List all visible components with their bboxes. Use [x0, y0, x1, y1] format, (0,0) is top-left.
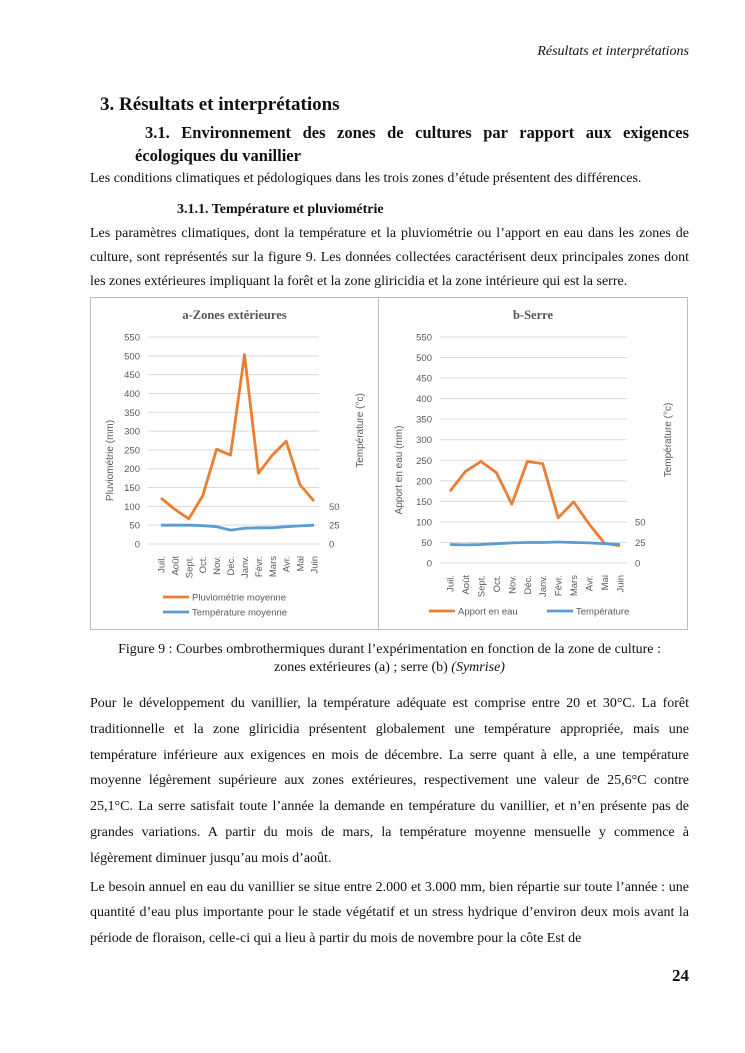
- x-tick-label: Févr.: [553, 575, 565, 597]
- y-tick-label: 400: [416, 394, 432, 406]
- y2-tick-label: 50: [635, 517, 646, 529]
- intro-paragraph: Les conditions climatiques et pédologiques dans les trois zones d’étude présentent des différences.: [90, 171, 642, 186]
- y-axis-label: Apport en eau (mm): [394, 425, 405, 515]
- subsubsection-title: 3.1.1. Température et pluviométrie: [177, 202, 384, 217]
- y2-tick-label: 0: [635, 558, 641, 570]
- x-tick-label: Juin: [309, 556, 321, 574]
- x-tick-label: Mai: [295, 556, 307, 572]
- x-tick-label: Juin: [615, 575, 627, 593]
- paragraph-3: Le besoin annuel en eau du vanillier se situe entre 2.000 et 3.000 mm, bien répartie sur toute l’année : une quantité d’eau plus importante pour le stade végétatif et un stress hydrique d’environ deux mois avant la période de floraison, celle-ci qui a lieu à partir du mois de novembre pour la côte Est de: [90, 879, 689, 947]
- y2-tick-label: 25: [635, 537, 646, 549]
- y-tick-label: 550: [124, 332, 140, 344]
- series-line-water: [450, 462, 620, 546]
- x-tick-label: Nov.: [507, 575, 519, 594]
- section-title: 3. Résultats et interprétations: [100, 94, 340, 115]
- chart-title: b-Serre: [512, 308, 554, 322]
- x-tick-label: Mars: [267, 556, 279, 578]
- y-tick-label: 550: [416, 332, 432, 344]
- x-tick-label: Juil.: [445, 575, 457, 592]
- x-tick-label: Mai: [600, 575, 612, 591]
- subsection-title-line1: 3.1. Environnement des zones de cultures par rapport aux exigences: [145, 123, 689, 142]
- y-tick-label: 300: [124, 426, 140, 438]
- y2-axis-label: Température (°c): [663, 402, 674, 478]
- x-tick-label: Juil.: [156, 556, 168, 573]
- y-tick-label: 0: [134, 539, 140, 551]
- y2-axis-label: Température (°c): [355, 393, 366, 468]
- caption-source: (Symrise): [451, 660, 505, 675]
- legend-label: Température moyenne: [192, 607, 288, 619]
- chart-serre: [379, 298, 687, 629]
- x-tick-label: Janv.: [538, 575, 550, 598]
- x-tick-label: Nov.: [212, 556, 224, 575]
- paragraph-1: Les paramètres climatiques, dont la température et la pluviométrie ou l’apport en eau dans les zones de culture, sont représentés sur la figure 9. Les données collectées caractérisent deux principales zones dont les zones extérieures impliquant la forêt et la zone gliricidia et la zone intérieure qui est la serre.: [90, 226, 689, 289]
- figure-caption: [90, 641, 689, 677]
- y-tick-label: 0: [426, 558, 432, 570]
- y-tick-label: 50: [421, 537, 432, 549]
- chart-zones-exterieures: [91, 298, 378, 629]
- y-tick-label: 250: [416, 455, 432, 467]
- caption-line2: zones extérieures (a) ; serre (b): [274, 660, 452, 675]
- page-number: 24: [672, 965, 689, 985]
- y-axis-label: Pluviométrie (mm): [105, 419, 116, 502]
- x-tick-label: Déc.: [522, 575, 534, 595]
- legend-label: Température: [576, 606, 630, 618]
- subsection-title: [135, 121, 689, 167]
- caption-line1: Figure 9 : Courbes ombrothermiques durant l’expérimentation en fonction de la zone de culture :: [118, 642, 661, 657]
- y2-tick-label: 50: [329, 501, 340, 513]
- x-tick-label: Janv.: [239, 556, 251, 579]
- y-tick-label: 400: [124, 388, 140, 400]
- legend-label: Pluviométrie moyenne: [192, 592, 286, 604]
- y-tick-label: 150: [416, 496, 432, 508]
- legend-label: Apport en eau: [458, 606, 518, 618]
- y-tick-label: 50: [129, 520, 140, 532]
- y2-tick-label: 25: [329, 520, 340, 532]
- y-tick-label: 100: [416, 517, 432, 529]
- figure-9: [90, 297, 688, 630]
- y-tick-label: 350: [416, 414, 432, 426]
- series-line-water: [161, 355, 314, 519]
- chart-title: a-Zones extérieures: [182, 308, 287, 322]
- series-line-temperature: [161, 525, 314, 530]
- y-tick-label: 250: [124, 445, 140, 457]
- y2-tick-label: 0: [329, 539, 335, 551]
- x-tick-label: Août: [460, 575, 472, 595]
- y-tick-label: 150: [124, 483, 140, 495]
- x-tick-label: Févr.: [253, 556, 265, 578]
- y-tick-label: 200: [416, 476, 432, 488]
- x-tick-label: Avr.: [584, 575, 596, 592]
- running-header: Résultats et interprétations: [537, 44, 689, 59]
- x-tick-label: Août: [170, 556, 182, 576]
- x-tick-label: Sept.: [476, 575, 488, 598]
- x-tick-label: Mars: [569, 575, 581, 597]
- x-tick-label: Avr.: [281, 556, 293, 573]
- y-tick-label: 350: [124, 407, 140, 419]
- paragraph-2: Pour le développement du vanillier, la température adéquate est comprise entre 20 et 30°C. La forêt traditionnelle et la zone gliricidia présentent globalement une température appropriée, mais une température inférieure aux exigences en mois de décembre. La serre quant à elle, a une température moyenne légèrement supérieure aux zones extérieures, respectivement une valeur de 25,6°C contre 25,1°C. La serre satisfait toute l’année la demande en température du vanillier, et n’en présente pas de grandes variations. A partir du mois de mars, la température moyenne mensuelle y commence à légèrement diminuer jusqu’au mois d’août.: [90, 696, 689, 866]
- y-tick-label: 500: [416, 353, 432, 365]
- y-tick-label: 300: [416, 435, 432, 447]
- x-tick-label: Déc.: [226, 556, 238, 576]
- y-tick-label: 100: [124, 501, 140, 513]
- y-tick-label: 450: [124, 370, 140, 382]
- subsection-title-line2: écologiques du vanillier: [135, 146, 301, 165]
- x-tick-label: Oct.: [491, 575, 503, 593]
- y-tick-label: 450: [416, 373, 432, 385]
- x-tick-label: Sept.: [184, 556, 196, 579]
- y-tick-label: 500: [124, 351, 140, 363]
- x-tick-label: Oct.: [198, 556, 210, 574]
- y-tick-label: 200: [124, 464, 140, 476]
